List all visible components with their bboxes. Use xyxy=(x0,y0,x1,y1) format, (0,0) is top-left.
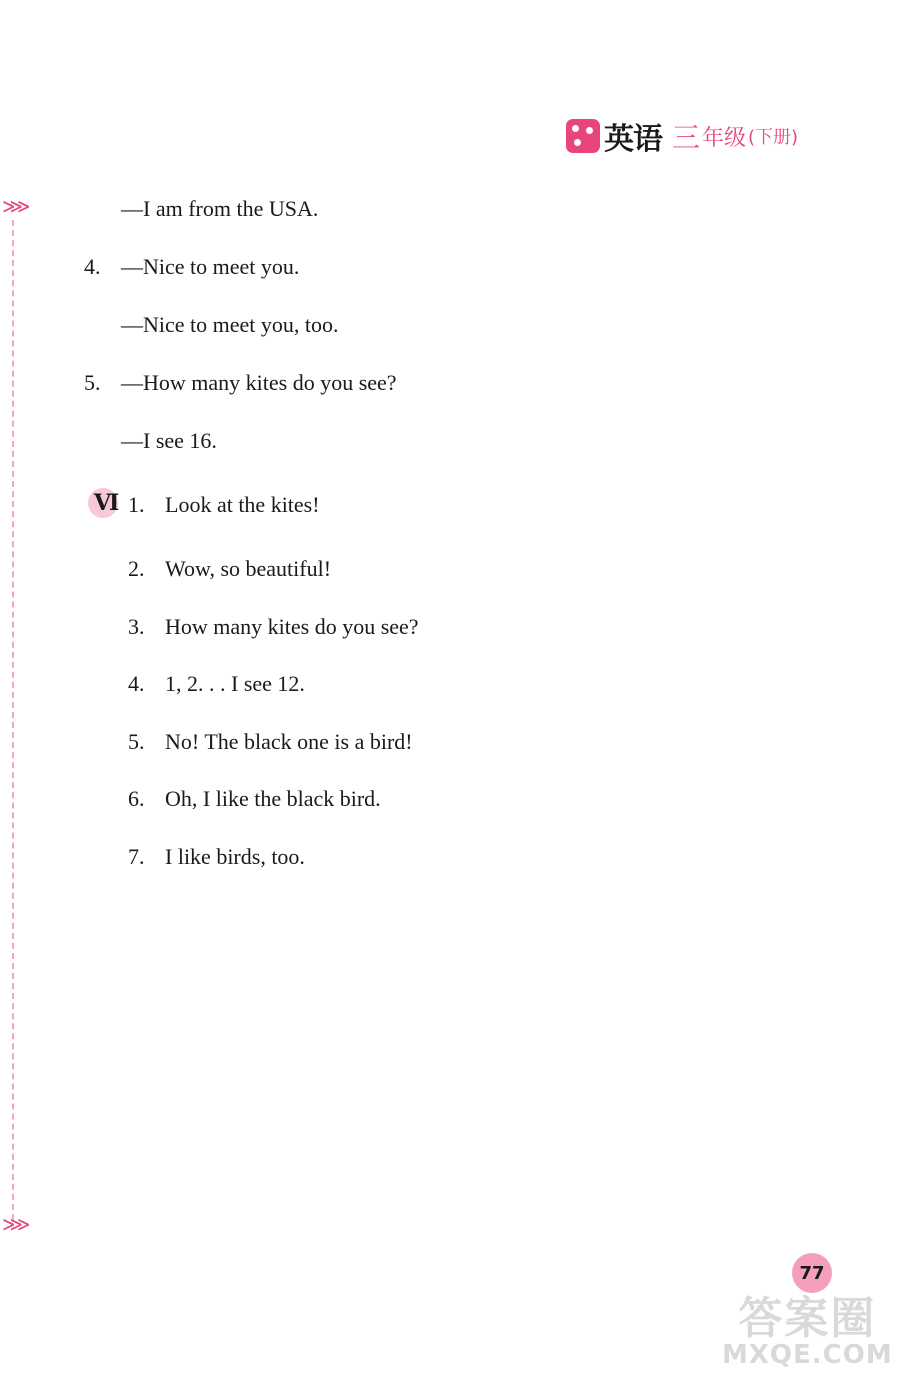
section-item: 7. I like birds, too. xyxy=(128,844,305,869)
section-label: Ⅵ xyxy=(94,490,120,515)
book-header xyxy=(566,116,798,156)
watermark: 答案圈 MXQE.COM xyxy=(722,1293,893,1371)
arrow-fletching-icon: ⋙ xyxy=(2,194,31,218)
subject-title: 英语 xyxy=(604,122,662,157)
answer-line: —I am from the USA. xyxy=(121,196,319,221)
logo-icon xyxy=(566,119,600,153)
section-item: 3. How many kites do you see? xyxy=(128,614,419,639)
grade-number: 三 xyxy=(672,121,701,154)
section-item: 6. Oh, I like the black bird. xyxy=(128,786,381,811)
answer-line: —Nice to meet you, too. xyxy=(121,312,339,337)
grade-word: 年级 xyxy=(702,125,747,151)
margin-dashed-line xyxy=(12,220,14,1220)
section-item: 1. Look at the kites! xyxy=(128,492,320,517)
arrow-head-icon: ⋙ xyxy=(2,1212,31,1236)
answer-line: 4. —Nice to meet you. xyxy=(84,254,300,279)
section-item: 5. No! The black one is a bird! xyxy=(128,729,413,754)
answer-line: 5. —How many kites do you see? xyxy=(84,370,397,395)
section-item: 2. Wow, so beautiful! xyxy=(128,556,332,581)
page-number: 77 xyxy=(792,1253,832,1293)
volume-label: (下册) xyxy=(748,127,799,148)
answer-line: —I see 16. xyxy=(121,428,217,453)
section-item: 4. 1, 2. . . I see 12. xyxy=(128,671,305,696)
